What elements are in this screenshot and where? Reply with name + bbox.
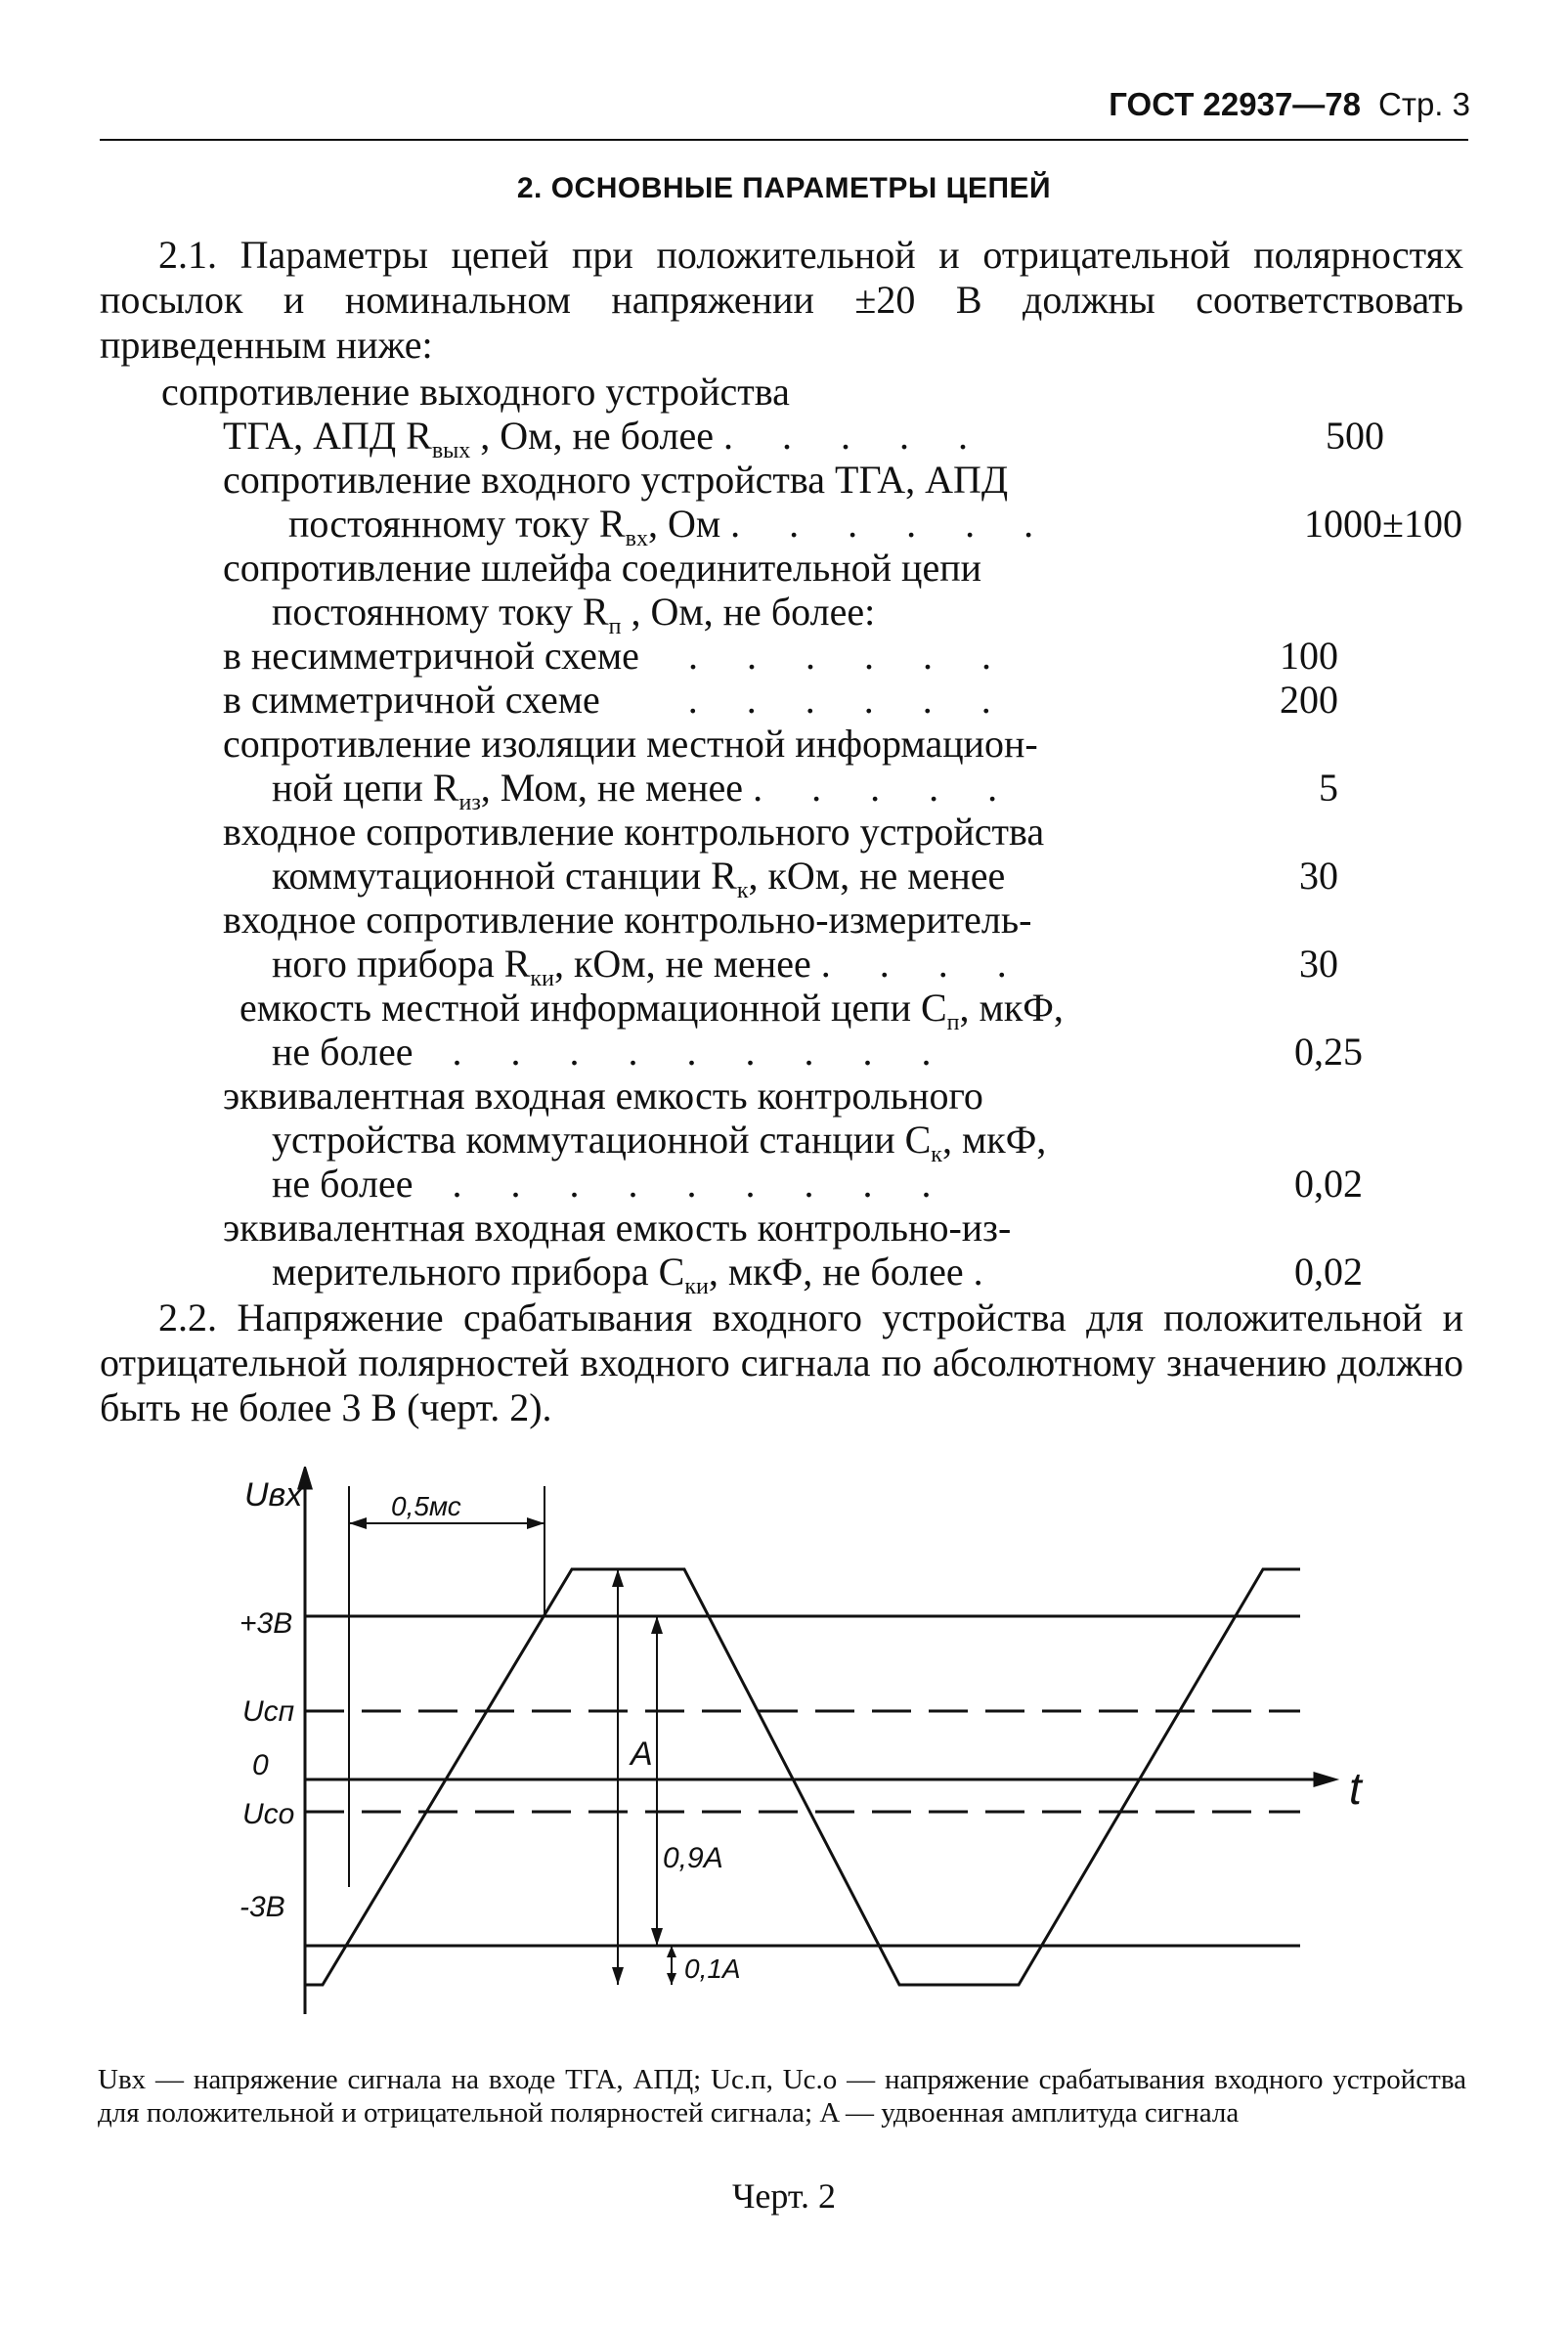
param-line: в симметричной схеме . . . . . . [223,678,1011,722]
header-rule [100,139,1468,141]
param-line: не более . . . . . . . . . [272,1030,951,1074]
figure-title: Черт. 2 [732,2176,836,2216]
param-line: мерительного прибора $C_{ки}$, мкФ, не более . [272,1250,1003,1299]
param-line: коммутационной станции $R_к$, кОм, не менее [272,854,1006,903]
param-line: сопротивление входного устройства ТГА, АПД [223,458,1009,502]
param-line: емкость местной информационной цепи $C_п$, мкФ, [240,986,1064,1035]
interval-label: 0,5мс [391,1491,461,1521]
paragraph-2-2: 2.2. Напряжение срабатывания входного устройства для положительной и отрицательной полярностей входного сигнала по абсолютному значению должно быть не более 3 В (черт. 2). [100,1295,1463,1429]
x-axis-label: t [1349,1763,1362,1814]
param-line: сопротивление выходного устройства [161,370,790,414]
param-line: не более . . . . . . . . . [272,1162,951,1206]
section-title: 2. ОСНОВНЫЕ ПАРАМЕТРЫ ЦЕПЕЙ [516,172,1052,204]
param-value: 1000±100 [1304,502,1462,546]
amplitude-01-label: 0,1A [684,1954,741,1984]
page-header [1109,86,1470,123]
param-value: 5 [1319,766,1338,810]
param-value: 30 [1299,854,1338,898]
param-line: сопротивление изоляции местной информацион- [223,722,1038,766]
param-value: 0,02 [1294,1162,1363,1206]
param-line: входное сопротивление контрольного устройства [223,810,1045,854]
param-line: постоянному току $R_{вх}$, Ом . . . . . . [288,502,1054,551]
standard-number: ГОСТ 22937—78 [1109,86,1361,122]
level-label: Uсо [242,1798,295,1830]
param-line: устройства коммутационной станции $C_к$, мкФ, [272,1118,1047,1167]
level-label: +3В [240,1607,293,1640]
signal-diagram [196,1467,1427,2043]
waveform [305,1569,1300,1985]
y-axis-label: Uвх [244,1476,303,1514]
param-line: сопротивление шлейфа соединительной цепи [223,546,982,590]
level-label: 0 [252,1749,269,1781]
figure-caption: Uвх — напряжение сигнала на входе ТГА, АПД; Uс.п, Uс.о — напряжение срабатывания входного устройства для положительной и отрицательной полярностей сигнала; A — удвоенная амплитуда сигнала [98,2064,1466,2129]
level-label: Uсп [242,1695,295,1728]
param-line: эквивалентная входная емкость контрольно-из- [223,1206,1012,1250]
page-number: Стр. 3 [1378,86,1470,122]
param-value: 200 [1280,678,1338,722]
param-value: 100 [1280,634,1338,678]
amplitude-label: A [631,1735,653,1773]
param-line: в несимметричной схеме . . . . . . [223,634,1011,678]
param-line: постоянному току $R_п$ , Ом, не более: [272,590,876,639]
param-value: 0,25 [1294,1030,1363,1074]
x-axis-arrow [1315,1774,1334,1785]
amplitude-09-label: 0,9A [663,1842,723,1874]
level-label: -3В [240,1891,285,1923]
param-value: 30 [1299,942,1338,986]
param-line: эквивалентная входная емкость контрольного [223,1074,983,1118]
param-line: входное сопротивление контрольно-измеритель- [223,898,1032,942]
param-line: ного прибора $R_{ки}$, кОм, не менее . . . . [272,942,1026,991]
param-line: ной цепи $R_{из}$, Мом, не менее . . . . . [272,766,1018,815]
param-line: ТГА, АПД $R_{вых}$ , Ом, не более . . . . . [223,414,987,463]
paragraph-2-1: 2.1. Параметры цепей при положительной и отрицательной полярностях посылок и номинальном напряжении ±20 В должны соответствовать приведенным ниже: [100,233,1463,367]
param-value: 0,02 [1294,1250,1363,1294]
param-value: 500 [1326,414,1384,458]
